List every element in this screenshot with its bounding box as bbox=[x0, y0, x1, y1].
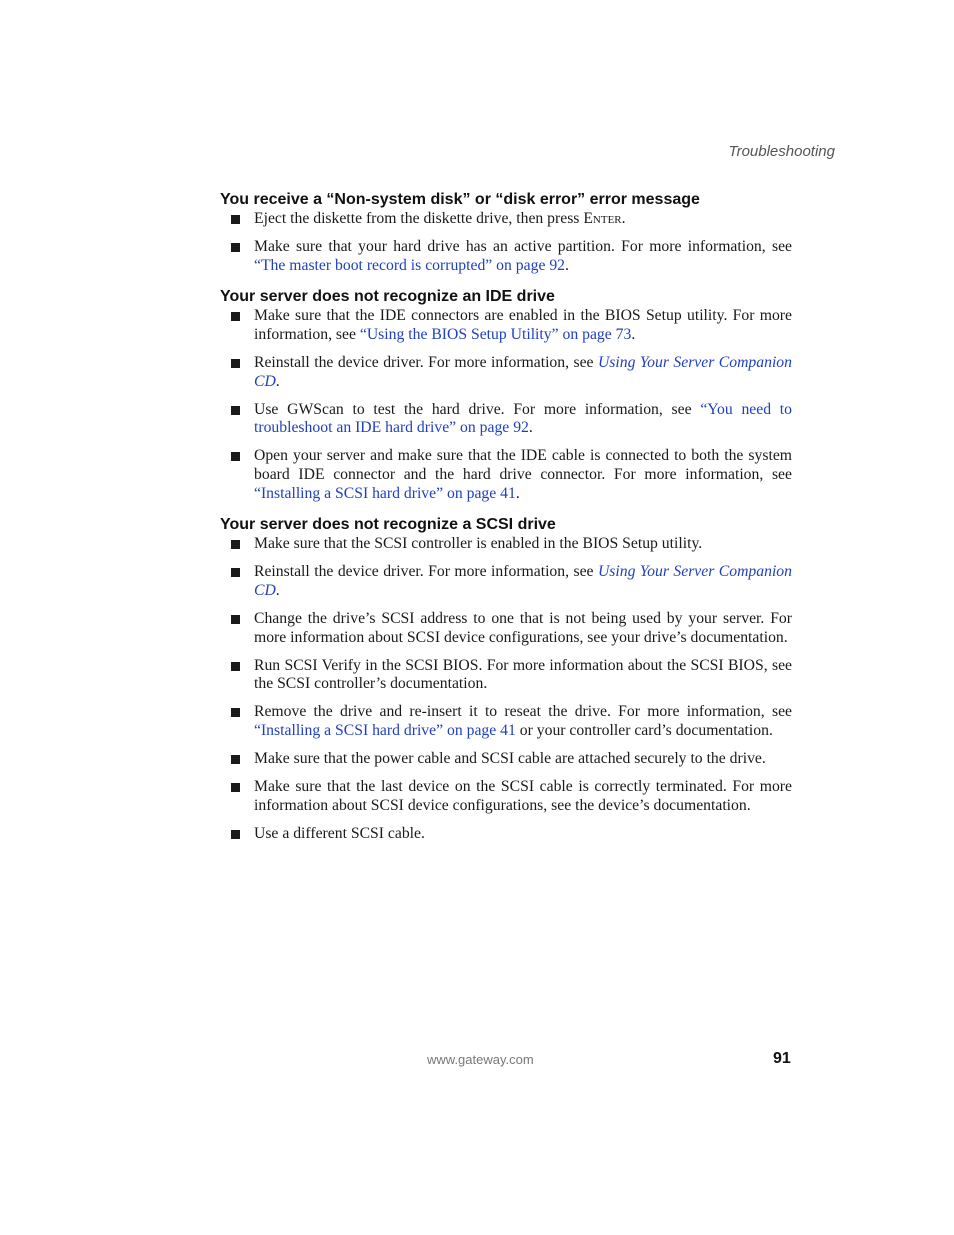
item-text: Open your server and make sure that the IDE cable is connected to both the system board IDE connector and the hard drive connector. For more information, see bbox=[254, 447, 792, 483]
cross-reference-link[interactable]: “You need to troubleshoot an IDE hard drive” on page 92 bbox=[254, 400, 792, 437]
item-text: Remove the drive and re-insert it to reseat the drive. For more information, see bbox=[254, 703, 792, 721]
item-text: Reinstall the device driver. For more information, see bbox=[254, 563, 598, 581]
item-text: Use GWScan to test the hard drive. For more information, see bbox=[254, 400, 701, 418]
bullet-icon bbox=[231, 406, 240, 415]
bullet-icon bbox=[231, 755, 240, 764]
cross-reference-link[interactable]: “Installing a SCSI hard drive” on page 41 bbox=[254, 721, 516, 739]
bullet-icon bbox=[231, 708, 240, 717]
item-text-end: . bbox=[621, 210, 626, 227]
bullet-icon bbox=[231, 615, 240, 624]
list-item bbox=[220, 447, 792, 503]
section-non-system-disk bbox=[220, 190, 792, 275]
section-heading: Your server does not recognize an IDE drive bbox=[220, 288, 555, 306]
bullet-list bbox=[220, 307, 792, 503]
item-text-end: or your controller card’s documentation. bbox=[515, 721, 773, 739]
bullet-icon bbox=[231, 540, 240, 549]
list-item bbox=[220, 354, 792, 391]
item-text-end: . bbox=[515, 484, 520, 502]
item-text: Make sure that the power cable and SCSI cable are attached securely to the drive. bbox=[254, 749, 766, 767]
item-text: Reinstall the device driver. For more information, see bbox=[254, 353, 598, 371]
list-item bbox=[220, 703, 792, 740]
item-text-end: . bbox=[565, 256, 569, 274]
bullet-icon bbox=[231, 359, 240, 368]
item-text-end: . bbox=[528, 419, 533, 437]
list-item bbox=[220, 610, 792, 647]
item-text: Run SCSI Verify in the SCSI BIOS. For more information about the SCSI BIOS, see the SCSI controller’s documentation. bbox=[254, 656, 792, 693]
bullet-icon bbox=[231, 830, 240, 839]
bullet-list bbox=[220, 210, 792, 275]
bullet-icon bbox=[231, 243, 240, 252]
item-text-end: . bbox=[275, 581, 280, 599]
bullet-icon bbox=[231, 568, 240, 577]
list-item bbox=[220, 307, 792, 344]
cross-reference-link[interactable]: “Using the BIOS Setup Utility” on page 73 bbox=[359, 325, 632, 343]
list-item bbox=[220, 210, 792, 229]
item-text: Use a different SCSI cable. bbox=[254, 824, 425, 842]
item-text: Eject the diskette from the diskette drive, then press bbox=[254, 210, 584, 227]
bullet-list bbox=[220, 535, 792, 843]
list-item bbox=[220, 657, 792, 694]
page-number: 91 bbox=[773, 1050, 791, 1067]
section-heading: Your server does not recognize a SCSI drive bbox=[220, 516, 556, 534]
bullet-icon bbox=[231, 662, 240, 671]
section-scsi-drive bbox=[220, 515, 792, 843]
item-text-end: . bbox=[275, 372, 280, 390]
companion-cd-link[interactable]: Using Your Server Companion CD bbox=[254, 353, 792, 390]
item-text: Make sure that your hard drive has an active partition. For more information, see bbox=[254, 238, 792, 256]
cross-reference-link[interactable]: “The master boot record is corrupted” on page 92 bbox=[254, 256, 566, 274]
bullet-icon bbox=[231, 783, 240, 792]
bullet-icon bbox=[231, 452, 240, 461]
list-item bbox=[220, 563, 792, 600]
running-head: Troubleshooting bbox=[728, 143, 835, 160]
bullet-icon bbox=[231, 215, 240, 224]
bullet-icon bbox=[231, 312, 240, 321]
companion-cd-link[interactable]: Using Your Server Companion CD bbox=[254, 563, 792, 599]
cross-reference-link[interactable]: “Installing a SCSI hard drive” on page 41 bbox=[254, 484, 516, 502]
list-item bbox=[220, 401, 792, 438]
page-content bbox=[220, 190, 792, 855]
section-ide-drive bbox=[220, 287, 792, 503]
item-text: Make sure that the IDE connectors are enabled in the BIOS Setup utility. For more information, see bbox=[254, 307, 792, 343]
enter-key: Enter bbox=[583, 210, 622, 227]
footer-url[interactable]: www.gateway.com bbox=[427, 1052, 534, 1067]
section-heading: You receive a “Non-system disk” or “disk error” error message bbox=[220, 191, 700, 208]
list-item bbox=[220, 535, 792, 554]
item-text: Make sure that the SCSI controller is enabled in the BIOS Setup utility. bbox=[254, 535, 703, 553]
item-text: Make sure that the last device on the SCSI cable is correctly terminated. For more information about SCSI device configurations, see the device’s documentation. bbox=[254, 778, 792, 814]
item-text: Change the drive’s SCSI address to one that is not being used by your server. For more information about SCSI device configurations, see your drive’s documentation. bbox=[254, 609, 792, 646]
list-item bbox=[220, 750, 792, 769]
item-text-end: . bbox=[631, 325, 636, 343]
list-item bbox=[220, 825, 792, 844]
list-item bbox=[220, 778, 792, 815]
list-item bbox=[220, 238, 792, 275]
